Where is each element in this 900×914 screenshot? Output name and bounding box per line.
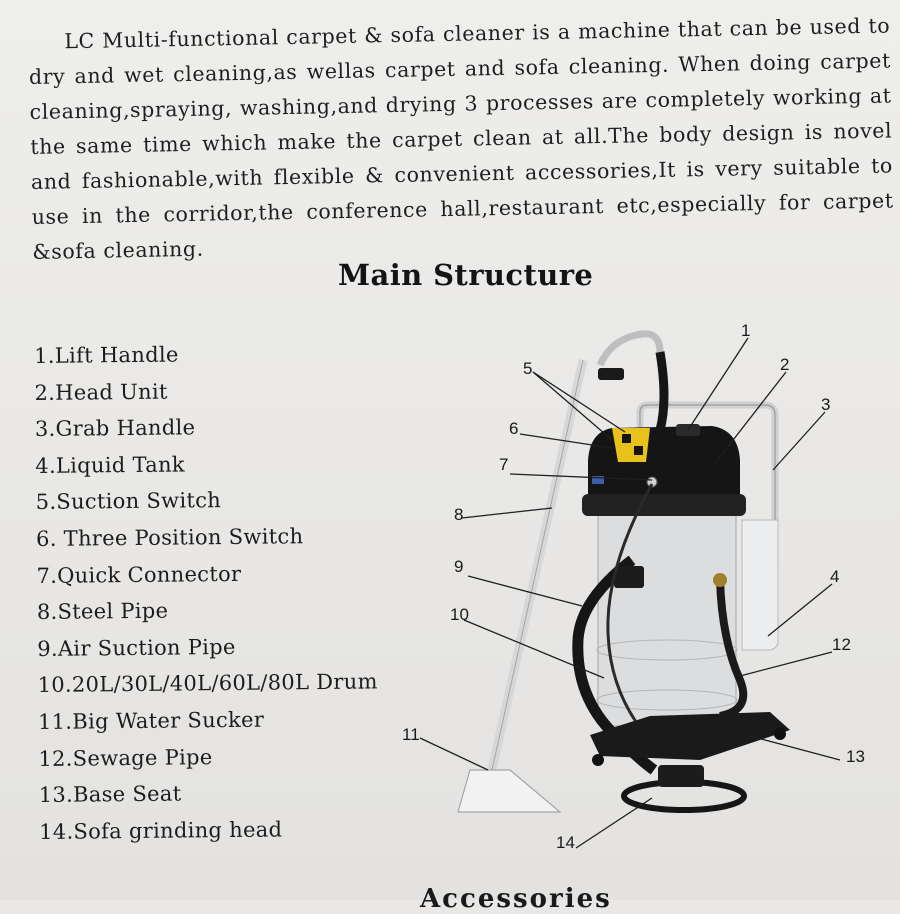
list-item: 9.Air Suction Pipe [37, 634, 236, 661]
list-item: 3.Grab Handle [34, 415, 196, 442]
list-item: 13.Base Seat [38, 781, 182, 808]
machine-diagram [402, 310, 900, 870]
callout-2: 2 [780, 355, 790, 374]
list-item: 10.20L/30L/40L/60L/80L Drum [37, 669, 378, 698]
wheel [774, 728, 786, 740]
callout-11: 11 [402, 725, 420, 744]
callout-8: 8 [454, 505, 464, 524]
callout-9: 9 [454, 557, 464, 576]
callout-12: 12 [832, 635, 851, 654]
next-section-heading-partial: Accessories [420, 884, 612, 914]
callout-1: 1 [741, 321, 751, 340]
drum [598, 510, 736, 726]
callout-7: 7 [499, 455, 509, 474]
wheel [592, 754, 604, 766]
list-item: 11.Big Water Sucker [37, 707, 265, 734]
list-item: 7.Quick Connector [36, 561, 242, 588]
list-item: 12.Sewage Pipe [38, 744, 213, 771]
callout-6: 6 [509, 419, 519, 438]
list-item: 4.Liquid Tank [35, 452, 186, 478]
steel-pipe-edge [492, 360, 583, 770]
big-water-sucker [458, 770, 560, 812]
callout-13: 13 [846, 747, 865, 766]
list-item: 6. Three Position Switch [35, 524, 304, 551]
three-position-switch-icon [634, 446, 643, 455]
list-item: 5.Suction Switch [35, 488, 222, 515]
wand-grip [598, 368, 624, 380]
list-item: 14.Sofa grinding head [39, 817, 283, 844]
parts-list [34, 334, 379, 850]
head-rim [582, 494, 746, 516]
suction-switch-icon [622, 434, 631, 443]
liquid-tank [742, 520, 778, 650]
callout-3: 3 [821, 395, 831, 414]
section-heading: Main Structure [338, 258, 594, 292]
callout-10: 10 [450, 605, 469, 624]
lift-handle [600, 334, 660, 365]
list-item: 1.Lift Handle [34, 342, 179, 368]
list-item: 8.Steel Pipe [36, 598, 169, 625]
intro-paragraph: LC Multi-functional carpet & sofa cleaner is a machine that can be used to dry and wet cleaning,as wellas carpet and sofa cleaning. When doing carpet cleaning,spraying, washing,and drying 3 processes are completely working at the same time which make the carpet clean at all.The body design is novel and fashionable,with flexible & convenient accessories,It is very suitable to use in the corridor,the conference hall,restaurant etc,especially for carpet &sofa cleaning. [28, 12, 894, 264]
switch-panel [612, 428, 650, 462]
sewage-fitting [713, 573, 727, 587]
callout-4: 4 [830, 567, 840, 586]
hose-inlet [614, 566, 644, 588]
grinding-head-motor [658, 765, 704, 787]
callout-14: 14 [556, 833, 575, 852]
top-hose [660, 352, 664, 430]
callout-5: 5 [523, 359, 533, 378]
head-unit [588, 426, 740, 500]
list-item: 2.Head Unit [34, 379, 168, 405]
